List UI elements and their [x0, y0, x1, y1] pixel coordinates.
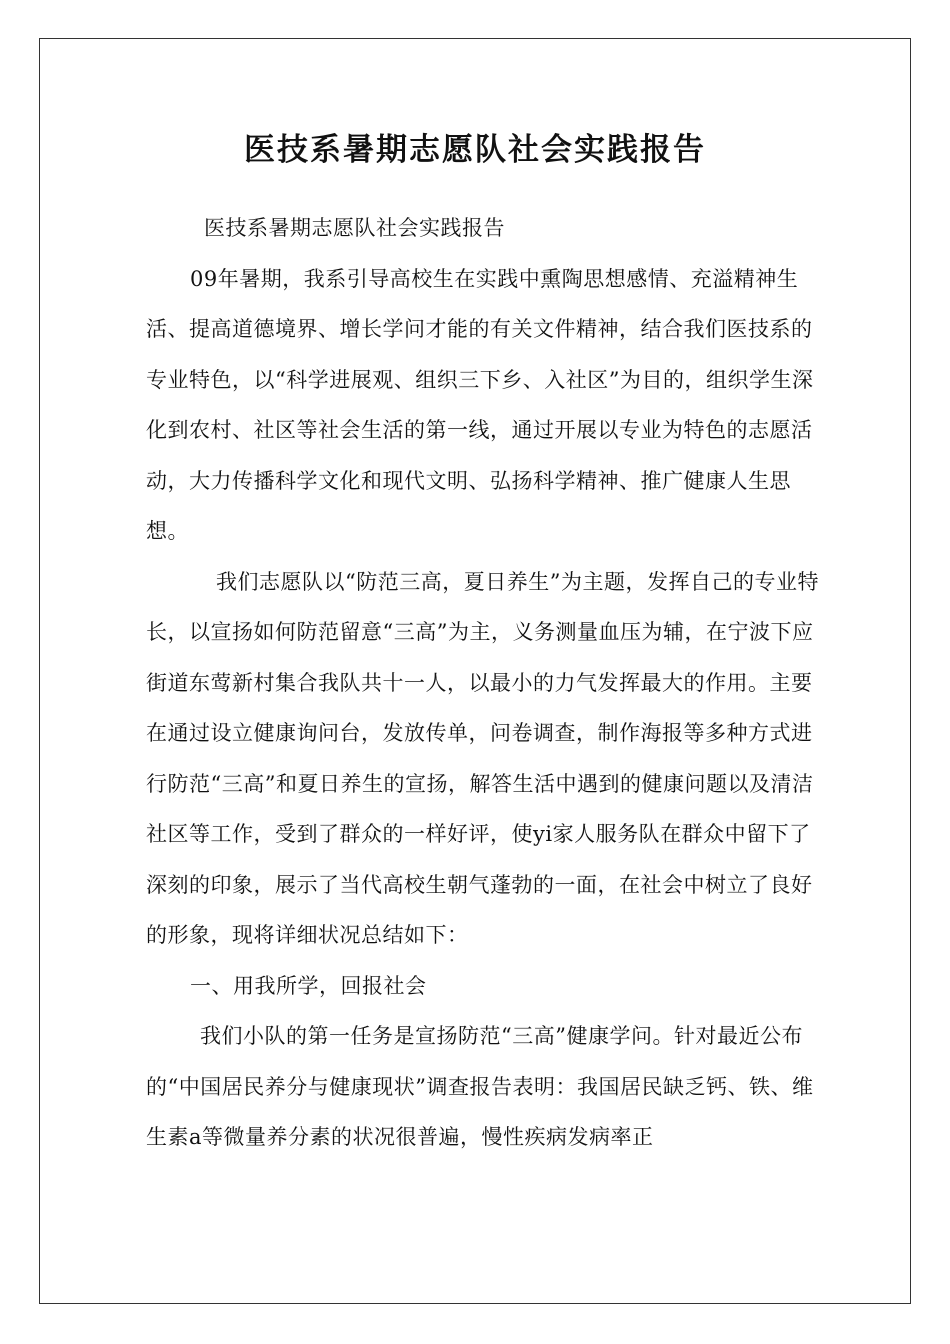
subtitle-paragraph: 医技系暑期志愿队社会实践报告 [204, 216, 505, 240]
document-title: 医技系暑期志愿队社会实践报告 [244, 132, 706, 168]
document-body [146, 203, 826, 1163]
section-paragraph: 我们小队的第一任务是宣扬防范“三高”健康学问。针对最近公布的“中国居民养分与健康现状”调查报告表明：我国居民缺乏钙、铁、维生素a等微量养分素的状况很普遍，慢性疾病发病率正 [146, 1024, 814, 1149]
section-heading: 一、用我所学，回报社会 [190, 973, 427, 998]
intro-paragraph: 09年暑期，我系引导高校生在实践中熏陶思想感情、充溢精神生活、提高道德境界、增长学问才能的有关文件精神，结合我们医技系的专业特色，以“科学进展观、组织三下乡、入社区”为目的，组织学生深化到农村、社区等社会生活的第一线，通过开展以专业为特色的志愿活动，大力传播科学文化和现代文明、弘扬科学精神、推广健康人生思想。 [146, 266, 814, 543]
team-paragraph: 我们志愿队以“防范三高，夏日养生”为主题，发挥自己的专业特长，以宣扬如何防范留意“三高”为主，义务测量血压为辅，在宁波下应街道东莺新村集合我队共十一人，以最小的力气发挥最大的作用。主要在通过设立健康询问台，发放传单，问卷调查，制作海报等多种方式进行防范“三高”和夏日养生的宣扬，解答生活中遇到的健康问题以及清洁社区等工作，受到了群众的一样好评，使yi家人服务队在群众中留下了深刻的印象，展示了当代高校生朝气蓬勃的一面，在社会中树立了良好的形象，现将详细状况总结如下： [146, 569, 819, 947]
